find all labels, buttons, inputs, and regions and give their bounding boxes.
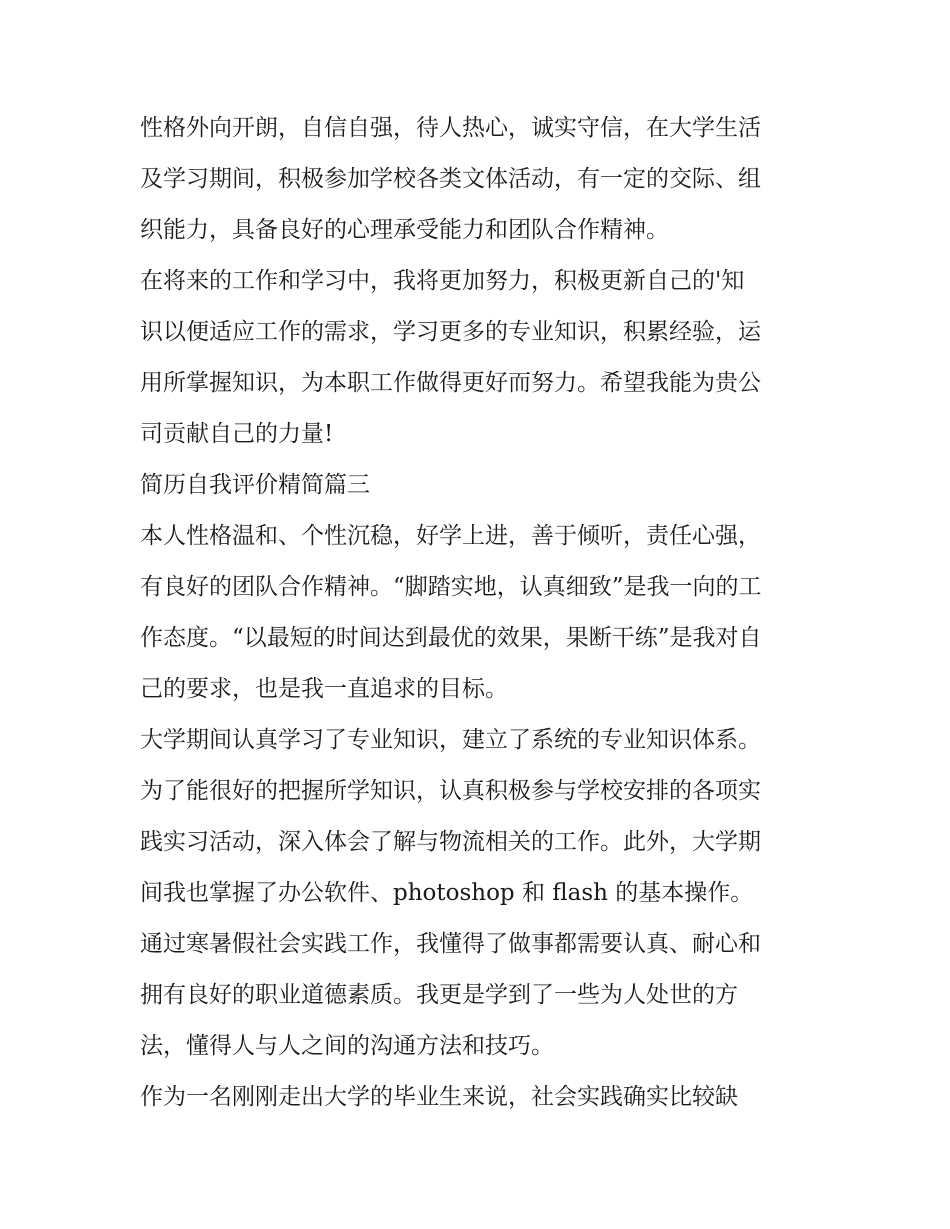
text-line: 本人性格温和、个性沉稳，好学上进，善于倾听，责任心强， [140, 523, 761, 549]
paragraph-graduate [140, 1072, 820, 1123]
text-line: 拥有良好的职业道德素质。我更是学到了一些为人处世的方 [140, 982, 738, 1008]
text-line: 及学习期间，积极参加学校各类文体活动，有一定的交际、组 [140, 166, 761, 192]
section-heading [140, 460, 820, 511]
paragraph-social-practice [140, 919, 820, 1072]
text-line: 识以便适应工作的需求，学习更多的专业知识，积累经验，运 [140, 319, 761, 345]
text-line: 在将来的工作和学习中，我将更加努力，积极更新自己的'知 [140, 268, 745, 294]
paragraph-future-work [140, 256, 820, 460]
paragraph-university-study [140, 715, 820, 919]
text-line: 为了能很好的把握所学知识，认真积极参与学校安排的各项实 [140, 778, 761, 804]
document-body [140, 103, 820, 1123]
paragraph-character [140, 511, 820, 715]
text-line: 践实习活动，深入体会了解与物流相关的工作。此外，大学期 [140, 829, 761, 855]
text-line: 司贡献自己的力量! [140, 421, 334, 447]
text-line: 通过寒暑假社会实践工作，我懂得了做事都需要认真、耐心和 [140, 931, 761, 957]
paragraph-personality [140, 103, 820, 256]
text-line: 作为一名刚刚走出大学的毕业生来说，社会实践确实比较缺 [140, 1084, 738, 1110]
text-line: 己的要求，也是我一直追求的目标。 [140, 676, 508, 702]
text-line: 织能力，具备良好的心理承受能力和团队合作精神。 [140, 217, 669, 243]
text-line: 法，懂得人与人之间的沟通方法和技巧。 [140, 1033, 554, 1059]
text-line: 有良好的团队合作精神。“脚踏实地，认真细致”是我一向的工 [140, 574, 762, 600]
section-title: 简历自我评价精简篇三 [140, 472, 370, 498]
text-line: 大学期间认真学习了专业知识，建立了系统的专业知识体系。 [140, 727, 761, 753]
text-line: 用所掌握知识，为本职工作做得更好而努力。希望我能为贵公 [140, 370, 761, 396]
text-line: 性格外向开朗，自信自强，待人热心，诚实守信，在大学生活 [140, 115, 761, 141]
text-line: 间我也掌握了办公软件、photoshop 和 flash 的基本操作。 [140, 880, 754, 906]
text-line: 作态度。“以最短的时间达到最优的效果，果断干练”是我对自 [140, 625, 762, 651]
